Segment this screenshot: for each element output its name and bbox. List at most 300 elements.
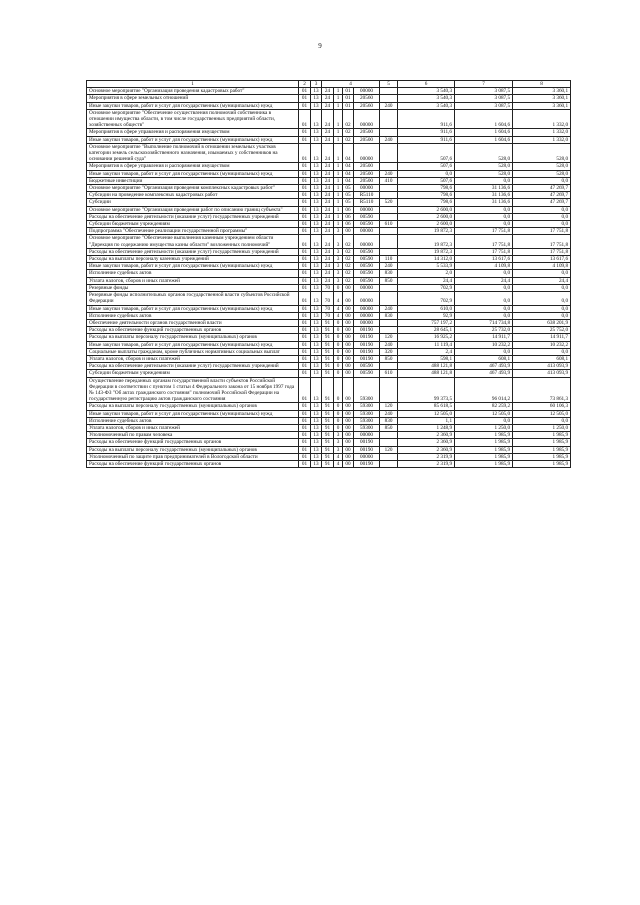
amount-year-1: 19 872,3 — [398, 235, 455, 248]
code-program: 24 — [322, 95, 334, 102]
code-subsection: 13 — [311, 424, 322, 431]
code-expense-type: 830 — [380, 417, 398, 424]
code-subprogram: 3 — [334, 439, 343, 446]
code-subprogram: 1 — [334, 177, 343, 184]
amount-year-3: 1 985,9 — [513, 446, 571, 453]
code-subsection: 13 — [311, 292, 322, 305]
code-section: 01 — [299, 270, 311, 277]
code-expense-type — [380, 439, 398, 446]
code-subprogram: 1 — [334, 95, 343, 102]
amount-year-2: 17 751,8 — [455, 248, 513, 255]
amount-year-3: 638 201,9 — [513, 319, 571, 326]
code-subprogram: 0 — [334, 284, 343, 291]
amount-year-1: 702,9 — [398, 292, 455, 305]
table-row — [87, 377, 571, 403]
budget-table — [86, 80, 571, 468]
amount-year-1: 14 312,0 — [398, 256, 455, 263]
code-program: 91 — [322, 424, 334, 431]
amount-year-3: 17 751,8 — [513, 248, 571, 255]
table-row — [87, 213, 571, 220]
code-expense-type — [380, 143, 398, 163]
code-section: 01 — [299, 410, 311, 417]
code-expense-type — [380, 163, 398, 170]
table-row — [87, 319, 571, 326]
table-row — [87, 312, 571, 319]
amount-year-1: 2 319,9 — [398, 460, 455, 467]
code-subsection: 13 — [311, 312, 322, 319]
row-description: Основное мероприятие "Выполнение полномочий в отношении земельных участков категории земель сельскохозяйственного назначения, изымаемых у собственников на основании решений суда" — [87, 143, 299, 163]
amount-year-3: 1 332,0 — [513, 129, 571, 136]
amount-year-1: 16 925,2 — [398, 334, 455, 341]
code-subsection: 13 — [311, 439, 322, 446]
code-direction: 00590 — [354, 248, 380, 255]
code-expense-type: 240 — [380, 263, 398, 270]
amount-year-1: 507,6 — [398, 163, 455, 170]
code-expense-type — [380, 109, 398, 129]
code-event: 00 — [343, 341, 354, 348]
amount-year-2: 10 232,2 — [455, 341, 513, 348]
code-event: 02 — [343, 109, 354, 129]
amount-year-3: 17 751,8 — [513, 228, 571, 235]
code-event: 06 — [343, 213, 354, 220]
code-subprogram: 4 — [334, 305, 343, 312]
code-program: 70 — [322, 305, 334, 312]
code-direction: 00590 — [354, 263, 380, 270]
amount-year-3: 24,4 — [513, 277, 571, 284]
code-direction: 00190 — [354, 460, 380, 467]
code-direction: 00000 — [354, 235, 380, 248]
amount-year-1: 5 533,9 — [398, 263, 455, 270]
code-section: 01 — [299, 235, 311, 248]
code-section: 01 — [299, 256, 311, 263]
code-program: 24 — [322, 270, 334, 277]
row-description: Бюджетные инвестиции — [87, 177, 299, 184]
code-expense-type — [380, 206, 398, 213]
code-program: 91 — [322, 355, 334, 362]
code-direction: R5110 — [354, 199, 380, 206]
code-event: 01 — [343, 88, 354, 95]
code-expense-type: 610 — [380, 221, 398, 228]
amount-year-1: 2,4 — [398, 348, 455, 355]
code-expense-type — [380, 363, 398, 370]
amount-year-1: 598,1 — [398, 355, 455, 362]
amount-year-1: 757 197,2 — [398, 319, 455, 326]
code-subprogram: 3 — [334, 277, 343, 284]
code-expense-type — [380, 460, 398, 467]
code-section: 01 — [299, 348, 311, 355]
code-event: 06 — [343, 221, 354, 228]
row-description: Иные закупки товаров, работ и услуг для государственных (муниципальных) нужд — [87, 136, 299, 143]
amount-year-2: 3 087,5 — [455, 102, 513, 109]
amount-year-1: 0,0 — [398, 170, 455, 177]
row-description: Исполнение судебных актов — [87, 270, 299, 277]
amount-year-1: 85 618,5 — [398, 403, 455, 410]
code-subsection: 13 — [311, 460, 322, 467]
code-subprogram: 1 — [334, 143, 343, 163]
amount-year-3: 3 360,1 — [513, 88, 571, 95]
amount-year-3: 528,0 — [513, 170, 571, 177]
table-header-row — [87, 81, 571, 88]
row-description: Расходы на обеспечение функций государственных органов — [87, 460, 299, 467]
amount-year-1: 11 119,4 — [398, 341, 455, 348]
code-subprogram: 0 — [334, 417, 343, 424]
amount-year-3: 1 332,0 — [513, 136, 571, 143]
code-event: 00 — [343, 439, 354, 446]
code-subsection: 13 — [311, 163, 322, 170]
code-event: 00 — [343, 284, 354, 291]
code-event: 02 — [343, 277, 354, 284]
code-subprogram: 3 — [334, 235, 343, 248]
table-row — [87, 256, 571, 263]
code-subsection: 13 — [311, 377, 322, 403]
amount-year-3: 3 360,1 — [513, 95, 571, 102]
amount-year-1: 1,1 — [398, 417, 455, 424]
code-direction: 00000 — [354, 292, 380, 305]
amount-year-3: 12 505,0 — [513, 410, 571, 417]
row-description: Основное мероприятие "Обеспечение выполнения казенным учреждением области "Дирекция по содержанию имущества казны области" возложенных полномочий" — [87, 235, 299, 248]
row-description: Расходы на обеспечение функций государственных органов — [87, 327, 299, 334]
code-subprogram: 3 — [334, 248, 343, 255]
table-row — [87, 143, 571, 163]
code-event: 00 — [343, 292, 354, 305]
code-direction: 00000 — [354, 319, 380, 326]
amount-year-3: 0,0 — [513, 417, 571, 424]
code-subsection: 13 — [311, 256, 322, 263]
amount-year-2: 25 732,0 — [455, 327, 513, 334]
amount-year-2: 0,0 — [455, 270, 513, 277]
code-section: 01 — [299, 221, 311, 228]
header-cell: 4 — [322, 81, 380, 88]
code-section: 01 — [299, 403, 311, 410]
amount-year-2: 82 259,2 — [455, 403, 513, 410]
table-row — [87, 221, 571, 228]
code-program: 91 — [322, 327, 334, 334]
page-number: 9 — [318, 42, 322, 50]
amount-year-3: 0,0 — [513, 292, 571, 305]
code-section: 01 — [299, 206, 311, 213]
row-description: Иные закупки товаров, работ и услуг для государственных (муниципальных) нужд — [87, 170, 299, 177]
code-subprogram: 0 — [334, 370, 343, 377]
code-section: 01 — [299, 143, 311, 163]
code-expense-type — [380, 248, 398, 255]
amount-year-2: 0,0 — [455, 305, 513, 312]
row-description: Расходы на выплаты персоналу казенных учреждений — [87, 256, 299, 263]
code-program: 24 — [322, 170, 334, 177]
code-subprogram: 0 — [334, 410, 343, 417]
code-subsection: 13 — [311, 177, 322, 184]
code-section: 01 — [299, 432, 311, 439]
code-subsection: 13 — [311, 363, 322, 370]
code-direction: 00000 — [354, 109, 380, 129]
code-expense-type — [380, 213, 398, 220]
code-event: 00 — [343, 334, 354, 341]
code-subsection: 13 — [311, 136, 322, 143]
amount-year-2: 1 985,9 — [455, 439, 513, 446]
table-row — [87, 292, 571, 305]
table-row — [87, 305, 571, 312]
code-subsection: 13 — [311, 88, 322, 95]
amount-year-3: 413 093,9 — [513, 363, 571, 370]
row-description: Расходы на выплаты персоналу государственных (муниципальных) органов — [87, 446, 299, 453]
amount-year-1: 2 360,9 — [398, 439, 455, 446]
code-subsection: 13 — [311, 170, 322, 177]
code-section: 01 — [299, 284, 311, 291]
code-event: 00 — [343, 403, 354, 410]
amount-year-1: 12 505,0 — [398, 410, 455, 417]
amount-year-1: 488 121,8 — [398, 370, 455, 377]
code-subprogram: 0 — [334, 403, 343, 410]
amount-year-3: 0,0 — [513, 213, 571, 220]
amount-year-2: 0,0 — [455, 177, 513, 184]
table-row — [87, 410, 571, 417]
amount-year-1: 488 121,8 — [398, 363, 455, 370]
code-direction: 59300 — [354, 403, 380, 410]
code-subsection: 13 — [311, 192, 322, 199]
amount-year-3: 528,0 — [513, 143, 571, 163]
code-expense-type — [380, 284, 398, 291]
code-event: 00 — [343, 417, 354, 424]
amount-year-1: 702,9 — [398, 284, 455, 291]
amount-year-2: 12 505,0 — [455, 410, 513, 417]
table-row — [87, 334, 571, 341]
code-program: 91 — [322, 453, 334, 460]
amount-year-3: 47 269,7 — [513, 199, 571, 206]
amount-year-2: 17 751,8 — [455, 228, 513, 235]
code-subprogram: 1 — [334, 163, 343, 170]
code-program: 24 — [322, 235, 334, 248]
code-subprogram: 1 — [334, 170, 343, 177]
amount-year-3: 528,0 — [513, 163, 571, 170]
code-subprogram: 4 — [334, 312, 343, 319]
code-event: 00 — [343, 305, 354, 312]
code-subsection: 13 — [311, 109, 322, 129]
code-direction: 00190 — [354, 341, 380, 348]
amount-year-3: 17 751,8 — [513, 235, 571, 248]
table-row — [87, 170, 571, 177]
code-direction: 00590 — [354, 221, 380, 228]
code-subprogram: 0 — [334, 327, 343, 334]
row-description: Расходы на обеспечение деятельности (оказание услуг) государственных учреждений — [87, 213, 299, 220]
code-event: 00 — [343, 377, 354, 403]
code-direction: 00000 — [354, 185, 380, 192]
code-subsection: 13 — [311, 206, 322, 213]
code-program: 91 — [322, 341, 334, 348]
code-program: 24 — [322, 177, 334, 184]
code-event: 05 — [343, 185, 354, 192]
row-description: Субсидии — [87, 199, 299, 206]
table-row — [87, 446, 571, 453]
code-section: 01 — [299, 185, 311, 192]
amount-year-2: 3 087,5 — [455, 95, 513, 102]
code-subprogram: 1 — [334, 199, 343, 206]
code-program: 24 — [322, 129, 334, 136]
code-subsection: 13 — [311, 410, 322, 417]
code-expense-type: 240 — [380, 136, 398, 143]
table-row — [87, 432, 571, 439]
table-row — [87, 136, 571, 143]
code-expense-type — [380, 95, 398, 102]
row-description: Резервные фонды — [87, 284, 299, 291]
code-expense-type — [380, 453, 398, 460]
code-subprogram: 0 — [334, 355, 343, 362]
amount-year-3: 0,0 — [513, 206, 571, 213]
code-subsection: 13 — [311, 284, 322, 291]
code-program: 91 — [322, 432, 334, 439]
amount-year-2: 528,0 — [455, 170, 513, 177]
table-row — [87, 363, 571, 370]
row-description: Субсидии на проведение комплексных кадастровых работ — [87, 192, 299, 199]
amount-year-1: 610,0 — [398, 305, 455, 312]
code-subsection: 13 — [311, 432, 322, 439]
code-direction: 20560 — [354, 95, 380, 102]
code-subprogram: 3 — [334, 270, 343, 277]
code-expense-type: 850 — [380, 424, 398, 431]
row-description: Иные закупки товаров, работ и услуг для государственных (муниципальных) нужд — [87, 341, 299, 348]
code-direction: 20560 — [354, 102, 380, 109]
amount-year-3: 73 861,3 — [513, 377, 571, 403]
code-section: 01 — [299, 109, 311, 129]
row-description: Расходы на обеспечение деятельности (оказание услуг) государственных учреждений — [87, 248, 299, 255]
code-event: 00 — [343, 370, 354, 377]
amount-year-3: 0,0 — [513, 348, 571, 355]
code-subprogram: 3 — [334, 432, 343, 439]
code-direction: 20500 — [354, 129, 380, 136]
amount-year-3: 1 985,9 — [513, 439, 571, 446]
amount-year-1: 3 540,3 — [398, 95, 455, 102]
code-subsection: 13 — [311, 348, 322, 355]
code-program: 24 — [322, 228, 334, 235]
code-subprogram: 1 — [334, 213, 343, 220]
code-subsection: 13 — [311, 213, 322, 220]
code-program: 91 — [322, 417, 334, 424]
code-subprogram: 0 — [334, 363, 343, 370]
code-direction: R5110 — [354, 192, 380, 199]
code-program: 91 — [322, 363, 334, 370]
code-direction: 00000 — [354, 206, 380, 213]
amount-year-1: 2 319,9 — [398, 453, 455, 460]
table-row — [87, 284, 571, 291]
code-section: 01 — [299, 453, 311, 460]
row-description: Мероприятия в сфере земельных отношений — [87, 95, 299, 102]
code-section: 01 — [299, 277, 311, 284]
code-event: 02 — [343, 129, 354, 136]
code-event: 00 — [343, 363, 354, 370]
code-direction: 59300 — [354, 417, 380, 424]
code-program: 91 — [322, 410, 334, 417]
amount-year-1: 19 872,3 — [398, 228, 455, 235]
row-description: Уполномоченный по правам человека — [87, 432, 299, 439]
code-subsection: 13 — [311, 235, 322, 248]
amount-year-3: 1 985,9 — [513, 460, 571, 467]
code-section: 01 — [299, 334, 311, 341]
amount-year-1: 507,6 — [398, 177, 455, 184]
code-event: 01 — [343, 95, 354, 102]
code-event: 00 — [343, 319, 354, 326]
code-direction: 00590 — [354, 256, 380, 263]
amount-year-1: 2 600,0 — [398, 206, 455, 213]
amount-year-1: 99 373,5 — [398, 377, 455, 403]
table-row — [87, 270, 571, 277]
row-description: Расходы на обеспечение функций государственных органов — [87, 439, 299, 446]
amount-year-3: 0,0 — [513, 221, 571, 228]
code-section: 01 — [299, 248, 311, 255]
code-section: 01 — [299, 305, 311, 312]
code-direction: 00590 — [354, 363, 380, 370]
code-direction: 00000 — [354, 453, 380, 460]
code-subprogram: 0 — [334, 341, 343, 348]
amount-year-2: 0,0 — [455, 213, 513, 220]
code-section: 01 — [299, 177, 311, 184]
amount-year-3: 4 109,8 — [513, 263, 571, 270]
table-row — [87, 417, 571, 424]
code-section: 01 — [299, 292, 311, 305]
code-section: 01 — [299, 192, 311, 199]
code-program: 24 — [322, 109, 334, 129]
row-description: Субсидии бюджетным учреждениям — [87, 221, 299, 228]
code-program: 24 — [322, 263, 334, 270]
code-subsection: 13 — [311, 417, 322, 424]
code-subprogram: 0 — [334, 424, 343, 431]
code-event: 02 — [343, 256, 354, 263]
amount-year-2: 528,0 — [455, 143, 513, 163]
amount-year-3: 1 985,9 — [513, 453, 571, 460]
code-program: 24 — [322, 143, 334, 163]
amount-year-2: 0,0 — [455, 206, 513, 213]
code-program: 24 — [322, 192, 334, 199]
amount-year-2: 608,1 — [455, 355, 513, 362]
row-description: Уполномоченный по защите прав предпринимателей в Вологодской области — [87, 453, 299, 460]
code-program: 24 — [322, 185, 334, 192]
code-event: 02 — [343, 136, 354, 143]
code-subsection: 13 — [311, 403, 322, 410]
code-program: 24 — [322, 199, 334, 206]
amount-year-3: 25 752,0 — [513, 327, 571, 334]
amount-year-2: 0,0 — [455, 417, 513, 424]
row-description: Основное мероприятие "Организация проведения работ по описанию границ субъекта" — [87, 206, 299, 213]
code-subprogram: 1 — [334, 129, 343, 136]
amount-year-2: 96 014,2 — [455, 377, 513, 403]
amount-year-2: 31 136,6 — [455, 192, 513, 199]
code-section: 01 — [299, 199, 311, 206]
code-program: 70 — [322, 292, 334, 305]
row-description: Расходы на выплаты персоналу государственных (муниципальных) органов — [87, 334, 299, 341]
amount-year-1: 911,6 — [398, 129, 455, 136]
code-direction: 00590 — [354, 270, 380, 277]
table-row — [87, 192, 571, 199]
amount-year-2: 1 604,6 — [455, 129, 513, 136]
amount-year-2: 0,0 — [455, 292, 513, 305]
code-program: 91 — [322, 348, 334, 355]
table-row — [87, 185, 571, 192]
code-section: 01 — [299, 319, 311, 326]
code-section: 01 — [299, 170, 311, 177]
table-row — [87, 177, 571, 184]
code-program: 91 — [322, 370, 334, 377]
table-row — [87, 163, 571, 170]
code-event: 00 — [343, 327, 354, 334]
amount-year-2: 17 751,8 — [455, 235, 513, 248]
code-expense-type — [380, 292, 398, 305]
code-direction: 00590 — [354, 213, 380, 220]
amount-year-1: 507,6 — [398, 143, 455, 163]
code-event: 00 — [343, 424, 354, 431]
row-description: Исполнение судебных актов — [87, 312, 299, 319]
amount-year-2: 467 493,9 — [455, 363, 513, 370]
amount-year-3: 0,0 — [513, 312, 571, 319]
code-direction: 59300 — [354, 410, 380, 417]
row-description: Иные закупки товаров, работ и услуг для государственных (муниципальных) нужд — [87, 305, 299, 312]
code-event: 00 — [343, 312, 354, 319]
